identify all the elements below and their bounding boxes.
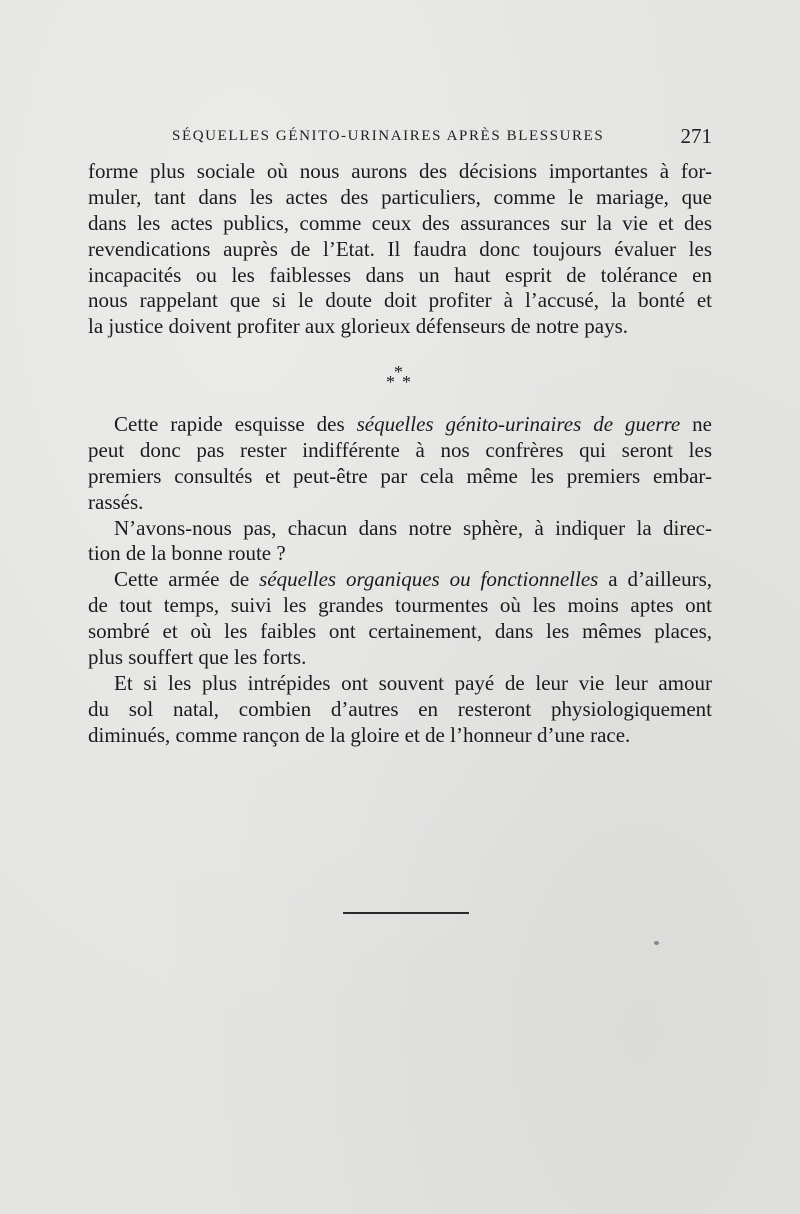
text-line: forme plus sociale où nous aurons des décisions importantes à for- [88,159,712,183]
asterism-star-right: * [402,372,411,392]
text-run: ne [680,412,712,436]
text-line: du sol natal, combien d’autres en resteront physiologiquement [88,696,712,721]
ink-speck [654,941,659,945]
italic-term: séquelles génito-urinaires de guerre [356,412,681,436]
text-line [88,567,712,593]
running-title: SÉQUELLES GÉNITO-URINAIRES APRÈS BLESSURES [172,128,605,144]
text-line [88,412,712,438]
text-line: muler, tant dans les actes des particuliers, comme le mariage, que [88,184,712,209]
italic-term: séquelles organiques ou fonctionnelles [259,567,599,592]
text-line: premiers consultés et peut-être par cela même les premiers embar- [88,463,712,488]
text-line: tion de la bonne route ? [88,541,286,566]
text-line: peut donc pas rester indifférente à nos confrères qui seront les [88,437,712,462]
text-run: Cette rapide esquisse des [114,412,357,436]
text-run: a d’ailleurs, [598,567,712,592]
text-line: plus souffert que les forts. [88,645,307,670]
text-line: N’avons-nous pas, chacun dans notre sphère, à indiquer la direc- [114,515,712,540]
text-line: nous rappelant que si le doute doit profiter à l’accusé, la bonté et [88,288,712,313]
section-asterism [380,362,420,392]
end-rule [343,912,469,914]
text-line: revendications auprès de l’Etat. Il faudra donc toujours évaluer les [88,236,712,261]
text-line: dans les actes publics, comme ceux des assurances sur la vie et des [88,210,712,235]
paragraph-continued [88,159,712,340]
text-line: rassés. [88,489,144,514]
text-run: Cette armée de [114,567,260,592]
text-line: diminués, comme rançon de la gloire et de l’honneur d’une race. [88,722,631,747]
asterism-star-top: * [394,362,403,382]
text-line: sombré et où les faibles ont certainement, dans les mêmes places, [88,619,712,644]
asterism-star-left: * [386,372,395,392]
text-line: Et si les plus intrépides ont souvent payé de leur vie leur amour [114,670,712,695]
text-line: incapacités ou les faiblesses dans un haut esprit de tolérance en [88,262,712,287]
page-number: 271 [680,124,712,148]
text-line: la justice doivent profiter aux glorieux défenseurs de notre pays. [88,314,628,339]
body-text [88,412,712,749]
running-header [172,124,712,150]
text-line: de tout temps, suivi les grandes tourmentes où les moins aptes ont [88,593,712,618]
